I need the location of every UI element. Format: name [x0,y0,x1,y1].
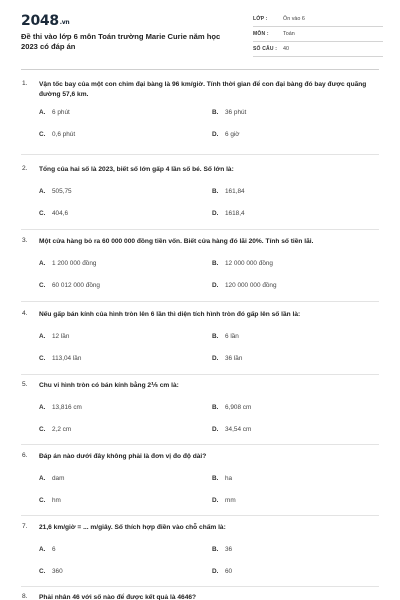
option-letter: A. [39,188,46,195]
option-text: 404,6 [52,210,68,217]
question-text: Phải nhân 46 với số nào để được kết quả là 4646? [39,594,197,600]
option-a[interactable] [39,475,64,485]
question-separator [21,154,379,155]
option-letter: A. [39,260,46,267]
question-item [0,381,400,448]
option-text: mm [225,497,236,504]
question-separator [21,444,379,445]
option-letter: C. [39,355,46,362]
option-text: 34,54 cm [225,426,252,433]
option-c[interactable] [39,210,68,220]
answer-options [0,404,400,448]
option-b[interactable] [212,188,245,198]
option-letter: C. [39,210,46,217]
meta-value: Toán [283,31,295,37]
option-letter: A. [39,546,46,553]
answer-options [0,109,400,153]
option-letter: B. [212,546,219,553]
question-item [0,165,400,232]
option-text: 12 000 000 đồng [225,260,273,267]
meta-value: Ôn vào 6 [283,16,305,22]
option-d[interactable] [212,355,242,365]
option-d[interactable] [212,210,245,220]
question-head [0,310,400,320]
question-separator [21,515,379,516]
option-b[interactable] [212,109,246,119]
meta-label: MÔN : [253,31,269,37]
answer-options [0,475,400,519]
question-text: Vận tốc bay của một con chim đại bàng là 96 km/giờ. Tính thời gian để con đại bàng đó bay được quãng đường 57,6 km. [39,81,367,98]
question-text: 21,6 km/giờ = ... m/giây. Số thích hợp điền vào chỗ chấm là: [39,524,226,531]
option-b[interactable] [212,333,239,343]
question-text: Chu vi hình tròn có bán kính bằng 2⅕ cm là: [39,382,179,389]
option-letter: C. [39,426,46,433]
option-text: 36 [225,546,233,553]
option-letter: D. [212,210,219,217]
option-letter: B. [212,260,219,267]
option-a[interactable] [39,260,96,270]
question-head [0,593,400,600]
option-text: 6,908 cm [225,404,252,411]
option-a[interactable] [39,109,70,119]
option-text: 1618,4 [225,210,245,217]
question-item [0,452,400,519]
option-text: 6 phút [52,109,70,116]
question-head [0,165,400,175]
answer-options [0,333,400,377]
question-number: 1. [22,80,28,87]
meta-label: LỚP : [253,16,268,22]
question-number: 3. [22,237,28,244]
option-text: ha [225,475,233,482]
question-item [0,523,400,590]
option-letter: D. [212,426,219,433]
question-separator [21,586,379,587]
option-letter: C. [39,568,46,575]
option-d[interactable] [212,131,240,141]
option-text: 60 012 000 đồng [52,282,100,289]
option-text: 6 giờ [225,131,240,138]
option-c[interactable] [39,426,71,436]
option-c[interactable] [39,131,75,141]
option-d[interactable] [212,497,236,507]
option-text: 36 lần [225,355,243,362]
option-text: 36 phút [225,109,247,116]
option-b[interactable] [212,546,232,556]
question-head [0,237,400,247]
question-head [0,523,400,533]
option-b[interactable] [212,404,251,414]
question-item [0,80,400,153]
question-text: Tổng của hai số là 2023, biết số lớn gấp 4 lần số bé. Số lớn là: [39,166,234,173]
option-letter: C. [39,131,46,138]
option-a[interactable] [39,404,82,414]
option-a[interactable] [39,546,56,556]
option-text: 360 [52,568,63,575]
answer-options [0,260,400,304]
document-header [0,0,400,66]
option-letter: B. [212,333,219,340]
option-letter: D. [212,282,219,289]
option-text: 0,6 phút [52,131,76,138]
option-text: dam [52,475,65,482]
meta-value: 40 [283,46,289,52]
option-a[interactable] [39,188,72,198]
option-text: 13,816 cm [52,404,82,411]
question-number: 5. [22,381,28,388]
question-item [0,310,400,377]
option-letter: A. [39,404,46,411]
question-text: Đáp án nào dưới đây không phải là đơn vị đo độ dài? [39,453,207,460]
question-item [0,593,400,600]
option-b[interactable] [212,260,273,270]
option-letter: D. [212,568,219,575]
option-letter: D. [212,355,219,362]
option-c[interactable] [39,568,63,578]
question-text: Nếu gấp bán kính của hình tròn lên 6 lần thì diện tích hình tròn đó gấp lên số lần là: [39,311,301,318]
option-letter: B. [212,109,219,116]
option-d[interactable] [212,282,277,292]
question-separator [21,374,379,375]
option-a[interactable] [39,333,69,343]
option-letter: C. [39,497,46,504]
option-letter: D. [212,497,219,504]
meta-label: SỐ CÂU : [253,46,278,52]
logo-sub-text: .vn [59,19,70,26]
site-logo[interactable] [21,13,69,29]
option-c[interactable] [39,497,61,507]
meta-row-subject [253,28,383,42]
option-b[interactable] [212,475,232,485]
question-head [0,452,400,462]
option-text: 505,75 [52,188,72,195]
option-letter: B. [212,404,219,411]
logo-main-text: 2048 [21,13,59,29]
answer-options [0,188,400,232]
option-text: 2,2 cm [52,426,72,433]
meta-row-class [253,13,383,27]
question-head [0,381,400,391]
option-d[interactable] [212,426,251,436]
option-letter: B. [212,188,219,195]
question-number: 4. [22,310,28,317]
option-letter: D. [212,131,219,138]
option-letter: C. [39,282,46,289]
document-title: Đề thi vào lớp 6 môn Toán trường Marie Curie năm học 2023 có đáp án [21,32,221,51]
question-number: 7. [22,523,28,530]
meta-box [253,13,383,58]
question-number: 2. [22,165,28,172]
question-item [0,237,400,304]
question-text: Một cửa hàng bỏ ra 60 000 000 đồng tiền vốn. Biết cửa hàng đó lãi 20%. Tính số tiền lãi. [39,238,314,245]
option-c[interactable] [39,282,100,292]
question-separator [21,301,379,302]
option-text: 161,84 [225,188,245,195]
option-text: 113,04 lần [52,355,82,362]
meta-row-count [253,43,383,57]
header-divider [21,69,379,70]
option-letter: B. [212,475,219,482]
option-text: hm [52,497,61,504]
option-text: 1 200 000 đồng [52,260,97,267]
question-head [0,80,400,100]
question-number: 8. [22,593,28,600]
option-text: 6 [52,546,56,553]
question-number: 6. [22,452,28,459]
option-d[interactable] [212,568,232,578]
option-letter: A. [39,109,46,116]
option-letter: A. [39,475,46,482]
option-letter: A. [39,333,46,340]
option-text: 120 000 000 đồng [225,282,277,289]
option-text: 60 [225,568,233,575]
option-text: 12 lần [52,333,70,340]
option-text: 6 lần [225,333,239,340]
option-c[interactable] [39,355,81,365]
answer-options [0,546,400,590]
question-separator [21,229,379,230]
